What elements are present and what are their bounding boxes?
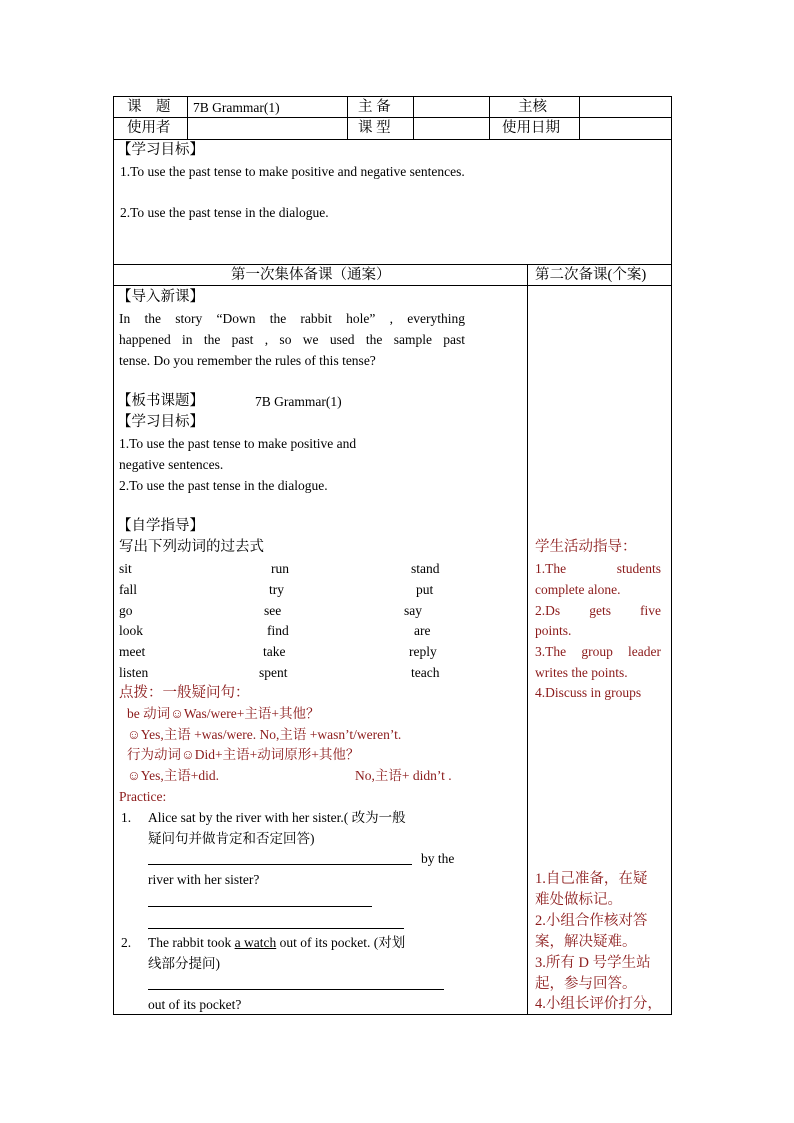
question-text: 线部分提问) bbox=[148, 956, 220, 971]
verb-cell: see bbox=[264, 603, 282, 618]
intro-line: tense. Do you remember the rules of this tense? bbox=[119, 353, 376, 368]
board-heading: 【板书课题】 bbox=[117, 393, 204, 409]
tips-line: ☺Yes,主语 +was/were. No,主语 +wasn’t/weren’t. bbox=[127, 727, 402, 742]
question-text: Alice sat by the river with her sister.( 改为一般 bbox=[148, 810, 406, 825]
objectives2-line: 2.To use the past tense in the dialogue. bbox=[119, 478, 328, 493]
intro-line: In the story “Down the rabbit hole” , everything bbox=[119, 311, 465, 326]
table-border-top bbox=[113, 96, 672, 97]
tips-line: ☺Yes,主语+did. bbox=[127, 768, 220, 783]
lead-label: 主核 bbox=[518, 99, 547, 115]
verb-cell: fall bbox=[119, 582, 137, 597]
question-text-post: out of its pocket. (对划 bbox=[276, 935, 406, 950]
guide-heading: 学生活动指导： bbox=[535, 539, 637, 555]
right-column-title: 第二次备课(个案) bbox=[535, 267, 647, 283]
note-line: 4.小组长评价打分， bbox=[535, 996, 662, 1012]
guide-word: 3.The bbox=[535, 644, 567, 659]
verb-cell: look bbox=[119, 623, 144, 638]
guide-line bbox=[535, 561, 661, 577]
type-label: 课 型 bbox=[358, 120, 391, 136]
table-rule bbox=[113, 264, 672, 265]
answer-blank[interactable] bbox=[148, 864, 412, 865]
verb-cell: take bbox=[263, 644, 286, 659]
guide-line bbox=[535, 603, 661, 619]
intro-line: happened in the past , so we used the sample past bbox=[119, 332, 465, 347]
objectives2-line: 1.To use the past tense to make positive and bbox=[119, 436, 357, 451]
question-text-pre: The rabbit took bbox=[148, 935, 235, 950]
note-line: 1.自己准备，在疑 bbox=[535, 871, 648, 887]
note-line: 2.小组合作核对答 bbox=[535, 913, 648, 929]
verb-cell: meet bbox=[119, 644, 146, 659]
objectives2-line: negative sentences. bbox=[119, 457, 224, 472]
column-divider bbox=[527, 264, 528, 1015]
guide-word: 1.The bbox=[535, 561, 567, 576]
verb-cell: listen bbox=[119, 665, 149, 680]
note-line: 起，参与回答。 bbox=[535, 976, 637, 992]
objectives-heading: 【学习目标】 bbox=[117, 142, 204, 158]
table-border-left bbox=[113, 96, 114, 1015]
table-rule bbox=[187, 96, 188, 139]
verb-cell: try bbox=[269, 582, 284, 597]
guide-word: group bbox=[581, 644, 613, 659]
self-study-heading: 【自学指导】 bbox=[117, 518, 204, 534]
note-line: 难处做标记。 bbox=[535, 892, 622, 908]
practice-heading: Practice: bbox=[119, 789, 167, 804]
answer-blank[interactable] bbox=[148, 928, 404, 929]
guide-line: points. bbox=[535, 623, 572, 638]
question-text bbox=[148, 935, 405, 951]
table-rule bbox=[489, 96, 490, 139]
guide-line: 4.Discuss in groups bbox=[535, 685, 642, 700]
tips-line: No,主语+ didn’t . bbox=[355, 768, 452, 783]
table-rule bbox=[347, 96, 348, 139]
lesson-plan-table bbox=[113, 96, 672, 1015]
verb-cell: say bbox=[404, 603, 422, 618]
tips-line: 行为动词☺Did+主语+动词原形+其他？ bbox=[127, 747, 360, 762]
guide-word: leader bbox=[628, 644, 662, 659]
course-label: 课 题 bbox=[127, 99, 171, 115]
question-text: 疑问句并做肯定和否定回答) bbox=[148, 831, 315, 846]
note-line: 3.所有 D 号学生站 bbox=[535, 955, 651, 971]
verb-cell: stand bbox=[411, 561, 440, 576]
objective-item: 1.To use the past tense to make positive and negative sentences. bbox=[120, 164, 465, 179]
guide-word: five bbox=[640, 603, 662, 618]
answer-blank[interactable] bbox=[148, 906, 372, 907]
question-text: by the bbox=[421, 851, 455, 866]
board-title: 7B Grammar(1) bbox=[255, 394, 342, 409]
self-study-instruction: 写出下列动词的过去式 bbox=[119, 539, 264, 555]
guide-word: students bbox=[616, 561, 661, 576]
verb-cell: reply bbox=[409, 644, 437, 659]
table-rule bbox=[579, 96, 580, 139]
guide-word: 2.Ds bbox=[535, 603, 561, 618]
verb-cell: teach bbox=[411, 665, 440, 680]
underlined-phrase: a watch bbox=[234, 935, 277, 950]
verb-cell: run bbox=[271, 561, 289, 576]
table-border-bottom bbox=[113, 1014, 672, 1015]
question-number: 1. bbox=[121, 810, 132, 825]
verb-cell: put bbox=[416, 582, 434, 597]
guide-line: complete alone. bbox=[535, 582, 621, 597]
tips-line: be 动词☺Was/were+主语+其他？ bbox=[127, 706, 320, 721]
question-text: out of its pocket? bbox=[148, 997, 242, 1012]
guide-word: gets bbox=[589, 603, 611, 618]
table-rule bbox=[113, 285, 672, 286]
tips-heading: 点拨：一般疑问句： bbox=[119, 685, 250, 701]
verb-cell: are bbox=[414, 623, 431, 638]
question-number: 2. bbox=[121, 935, 132, 950]
left-column-title: 第一次集体备课（通案） bbox=[231, 267, 391, 283]
verb-cell: find bbox=[267, 623, 289, 638]
question-text: river with her sister? bbox=[148, 872, 260, 887]
course-value: 7B Grammar(1) bbox=[193, 100, 280, 115]
verb-cell: sit bbox=[119, 561, 132, 576]
date-label: 使用日期 bbox=[502, 120, 560, 136]
verb-cell: spent bbox=[259, 665, 288, 680]
answer-blank[interactable] bbox=[148, 989, 444, 990]
guide-line bbox=[535, 644, 661, 660]
intro-heading: 【导入新课】 bbox=[117, 289, 204, 305]
table-rule bbox=[113, 139, 672, 140]
objective-item: 2.To use the past tense in the dialogue. bbox=[120, 205, 329, 220]
user-label: 使用者 bbox=[127, 120, 171, 136]
table-rule bbox=[113, 117, 672, 118]
table-rule bbox=[413, 96, 414, 139]
note-line: 案，解决疑难。 bbox=[535, 934, 637, 950]
table-border-right bbox=[671, 96, 672, 1015]
guide-line: writes the points. bbox=[535, 665, 628, 680]
objectives2-heading: 【学习目标】 bbox=[117, 414, 204, 430]
prep-label: 主 备 bbox=[358, 99, 391, 115]
verb-cell: go bbox=[119, 603, 133, 618]
